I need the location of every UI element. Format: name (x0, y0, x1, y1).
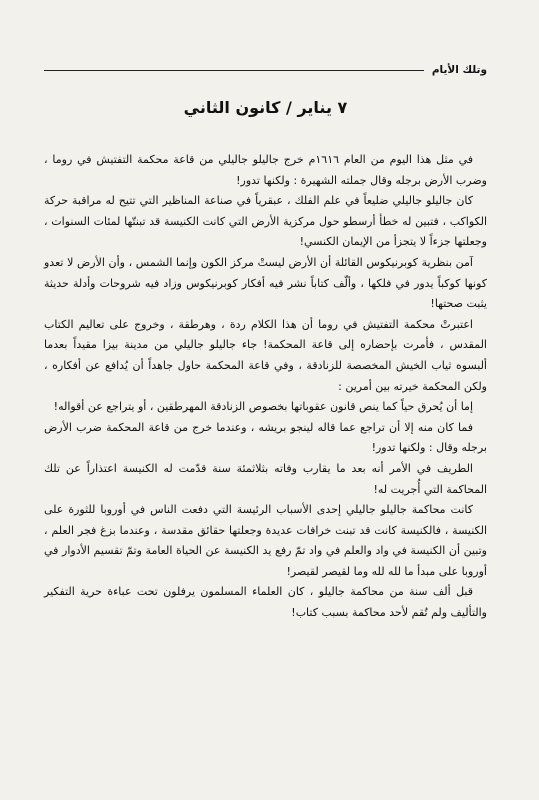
body-text (44, 150, 487, 624)
paragraph: الطريف في الأمر أنه بعد ما يقارب وفاته بثلاثمئة سنة قدّمت له الكنيسة اعتذاراً عن تلك المحاكمة التي أُجريت له! (44, 461, 487, 496)
header-rule (44, 70, 424, 71)
paragraph: فما كان منه إلا أن تراجع عما قاله لينجو بريشه ، وعندما خرج من قاعة المحكمة ضرب الأرض برجله وقال : ولكنها تدور! (44, 420, 487, 455)
chapter-title: ٧ يناير / كانون الثاني (183, 98, 348, 117)
paragraph: قبل ألف سنة من محاكمة جاليلو ، كان العلماء المسلمون يرفلون تحت عباءة حرية التفكير والتأليف ولم تُقم لأحد محاكمة بسبب كتاب! (44, 585, 487, 620)
paragraph: إما أن يُحرق حياً كما ينص قانون عقوباتها بخصوص الزنادقة المهرطقين ، أو يتراجع عن أقواله! (53, 400, 473, 414)
paragraph: في مثل هذا اليوم من العام ١٦١٦م خرج جاليلو جاليلي من قاعة محكمة التفتيش في روما ، وضرب الأرض برجله وقال جملته الشهيرة : ولكنها تدور! (44, 153, 487, 187)
running-header (44, 60, 487, 80)
running-title: وتلك الأيام (431, 64, 487, 76)
paragraph: آمن بنظرية كوبرنيكوس القائلة أن الأرض ليستْ مركز الكون وإنما الشمس ، وأن الأرض لا تعدو كونها كوكباً يدور في فلكها ، وألّف كتاباً نشر فيه أفكار كوبرنيكوس وزاد فيه شروحات وأدلة حديثة يثبت صحتها! (44, 255, 487, 311)
paragraph: كانت محاكمة جاليلو جاليلي إحدى الأسباب الرئيسة التي دفعت الناس في أوروبا للثورة على الكنيسة ، فالكنيسة كانت قد تبنت خرافات عديدة وجعلتها حقائق مقدسة ، وعندما بزغ فجر العلم ، وتبين أن الكنيسة في واد والعلم في واد تمّ رفع يد الكنيسة عن الحياة العامة وتمّ تقسيم الأدوار في أوروبا على مبدأ ما لله لله وما لقيصر لقيصر! (44, 503, 487, 578)
paragraph: كان جاليلو جاليلي ضليعاً في علم الفلك ، عبقرياً في صناعة المناظير التي تتيح له مراقبة حركة الكواكب ، فتبين له خطأ أرسطو حول مركزية الأرض التي كانت الكنيسة قد تبنتّها لمئات السنوات ، وجعلتها جزءاً لا يتجزأ من الإيمان الكنسي! (44, 194, 487, 249)
paragraph: اعتبرتْ محكمة التفتيش في روما أن هذا الكلام ردة ، وهرطقة ، وخروج على تعاليم الكتاب المقدس ، فأمرت بإحضاره إلى قاعة المحكمة! جاء جاليلو جاليلي من مدينة بيزا مقيداً بعدما ألبسوه ثياب الخيش المخصصة للزنادقة ، وفي قاعة المحكمة حاول جاهداً أن يُدافع عن أفكاره ، ولكن المحكمة خيرته بين أمرين : (44, 317, 487, 393)
